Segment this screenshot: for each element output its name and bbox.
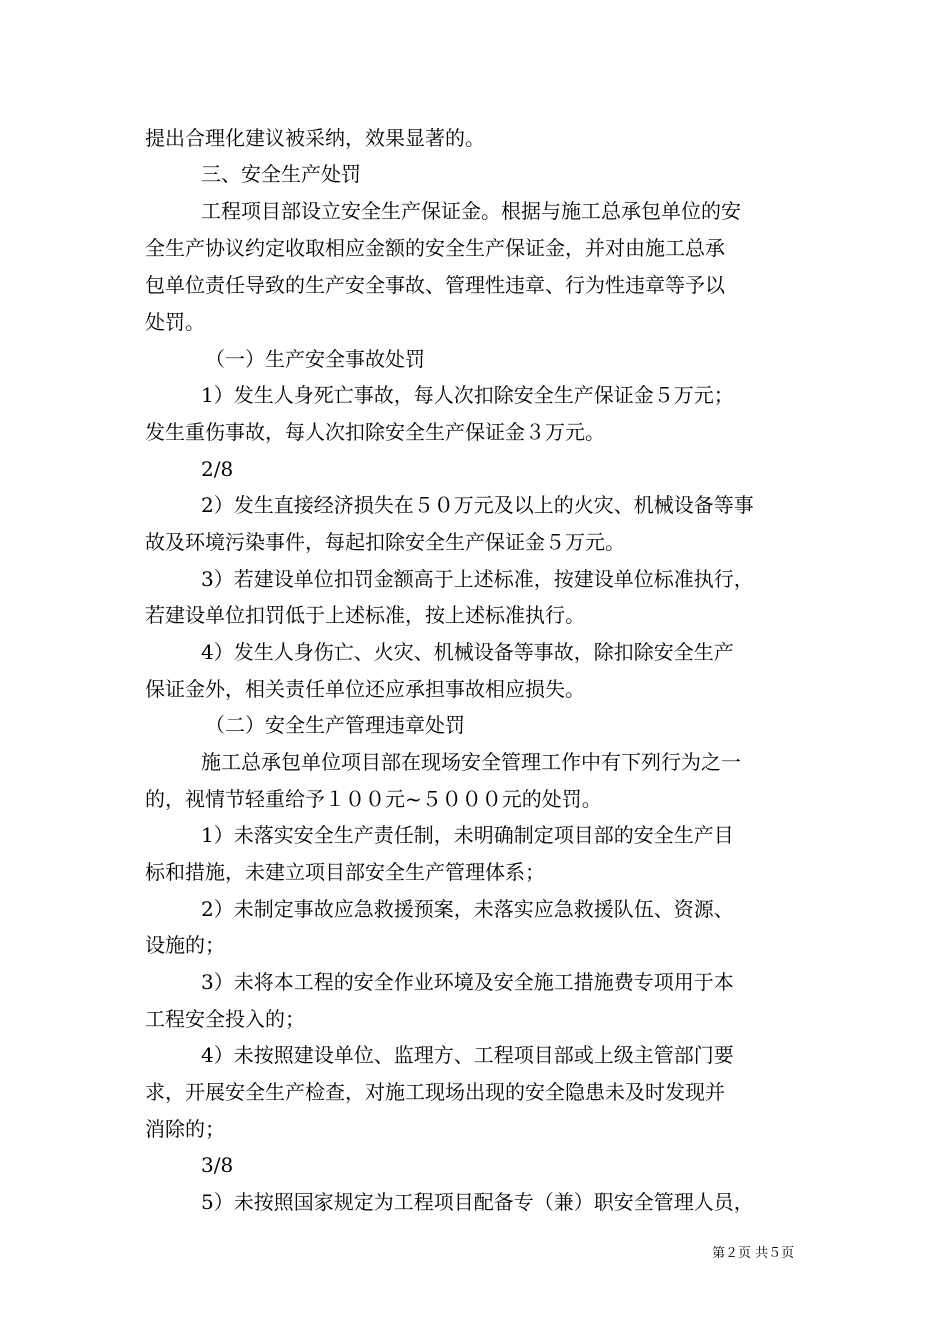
paragraph-line: 处罚。 bbox=[145, 310, 205, 334]
list-item: 4）未按照建设单位、监理方、工程项目部或上级主管部门要 bbox=[201, 1043, 734, 1067]
list-item: 3）若建设单位扣罚金额高于上述标准，按建设单位标准执行， bbox=[201, 567, 754, 591]
paragraph-line: 施工总承包单位项目部在现场安全管理工作中有下列行为之一 bbox=[201, 750, 741, 774]
subsection-heading: （二）安全生产管理违章处罚 bbox=[205, 713, 465, 737]
paragraph-line: 包单位责任导致的生产安全事故、管理性违章、行为性违章等予以 bbox=[145, 273, 725, 297]
list-item: 3）未将本工程的安全作业环境及安全施工措施费专项用于本 bbox=[201, 970, 734, 994]
list-item: 求，开展安全生产检查，对施工现场出现的安全隐患未及时发现并 bbox=[145, 1080, 725, 1104]
list-item: 1）未落实安全生产责任制，未明确制定项目部的安全生产目 bbox=[201, 823, 734, 847]
list-item: 1）发生人身死亡事故，每人次扣除安全生产保证金５万元； bbox=[201, 383, 734, 407]
list-item: 消除的； bbox=[145, 1117, 225, 1141]
page-marker: 3/8 bbox=[201, 1153, 234, 1177]
list-item: 2）发生直接经济损失在５０万元及以上的火灾、机械设备等事 bbox=[201, 493, 754, 517]
list-item: 发生重伤事故，每人次扣除安全生产保证金３万元。 bbox=[145, 420, 605, 444]
subsection-heading: （一）生产安全事故处罚 bbox=[205, 347, 425, 371]
list-item: 设施的； bbox=[145, 933, 225, 957]
list-item: 2）未制定事故应急救援预案，未落实应急救援队伍、资源、 bbox=[201, 897, 734, 921]
page-marker: 2/8 bbox=[201, 457, 234, 481]
paragraph-line: 提出合理化建议被采纳，效果显著的。 bbox=[145, 126, 485, 150]
list-item: 4）发生人身伤亡、火灾、机械设备等事故，除扣除安全生产 bbox=[201, 640, 734, 664]
list-item: 故及环境污染事件，每起扣除安全生产保证金５万元。 bbox=[145, 530, 625, 554]
paragraph-line: 全生产协议约定收取相应金额的安全生产保证金，并对由施工总承 bbox=[145, 236, 725, 260]
list-item: 若建设单位扣罚低于上述标准，按上述标准执行。 bbox=[145, 603, 585, 627]
list-item: 5）未按照国家规定为工程项目配备专（兼）职安全管理人员， bbox=[201, 1190, 754, 1214]
list-item: 工程安全投入的； bbox=[145, 1007, 305, 1031]
list-item: 保证金外，相关责任单位还应承担事故相应损失。 bbox=[145, 677, 585, 701]
list-item: 标和措施，未建立项目部安全生产管理体系； bbox=[145, 860, 545, 884]
paragraph-line: 的，视情节轻重给予１００元~５０００元的处罚。 bbox=[145, 787, 602, 811]
paragraph-line: 工程项目部设立安全生产保证金。根据与施工总承包单位的安 bbox=[201, 199, 741, 223]
page-footer: 第２页 共５页 bbox=[712, 1246, 795, 1261]
section-heading: 三、安全生产处罚 bbox=[201, 162, 361, 186]
